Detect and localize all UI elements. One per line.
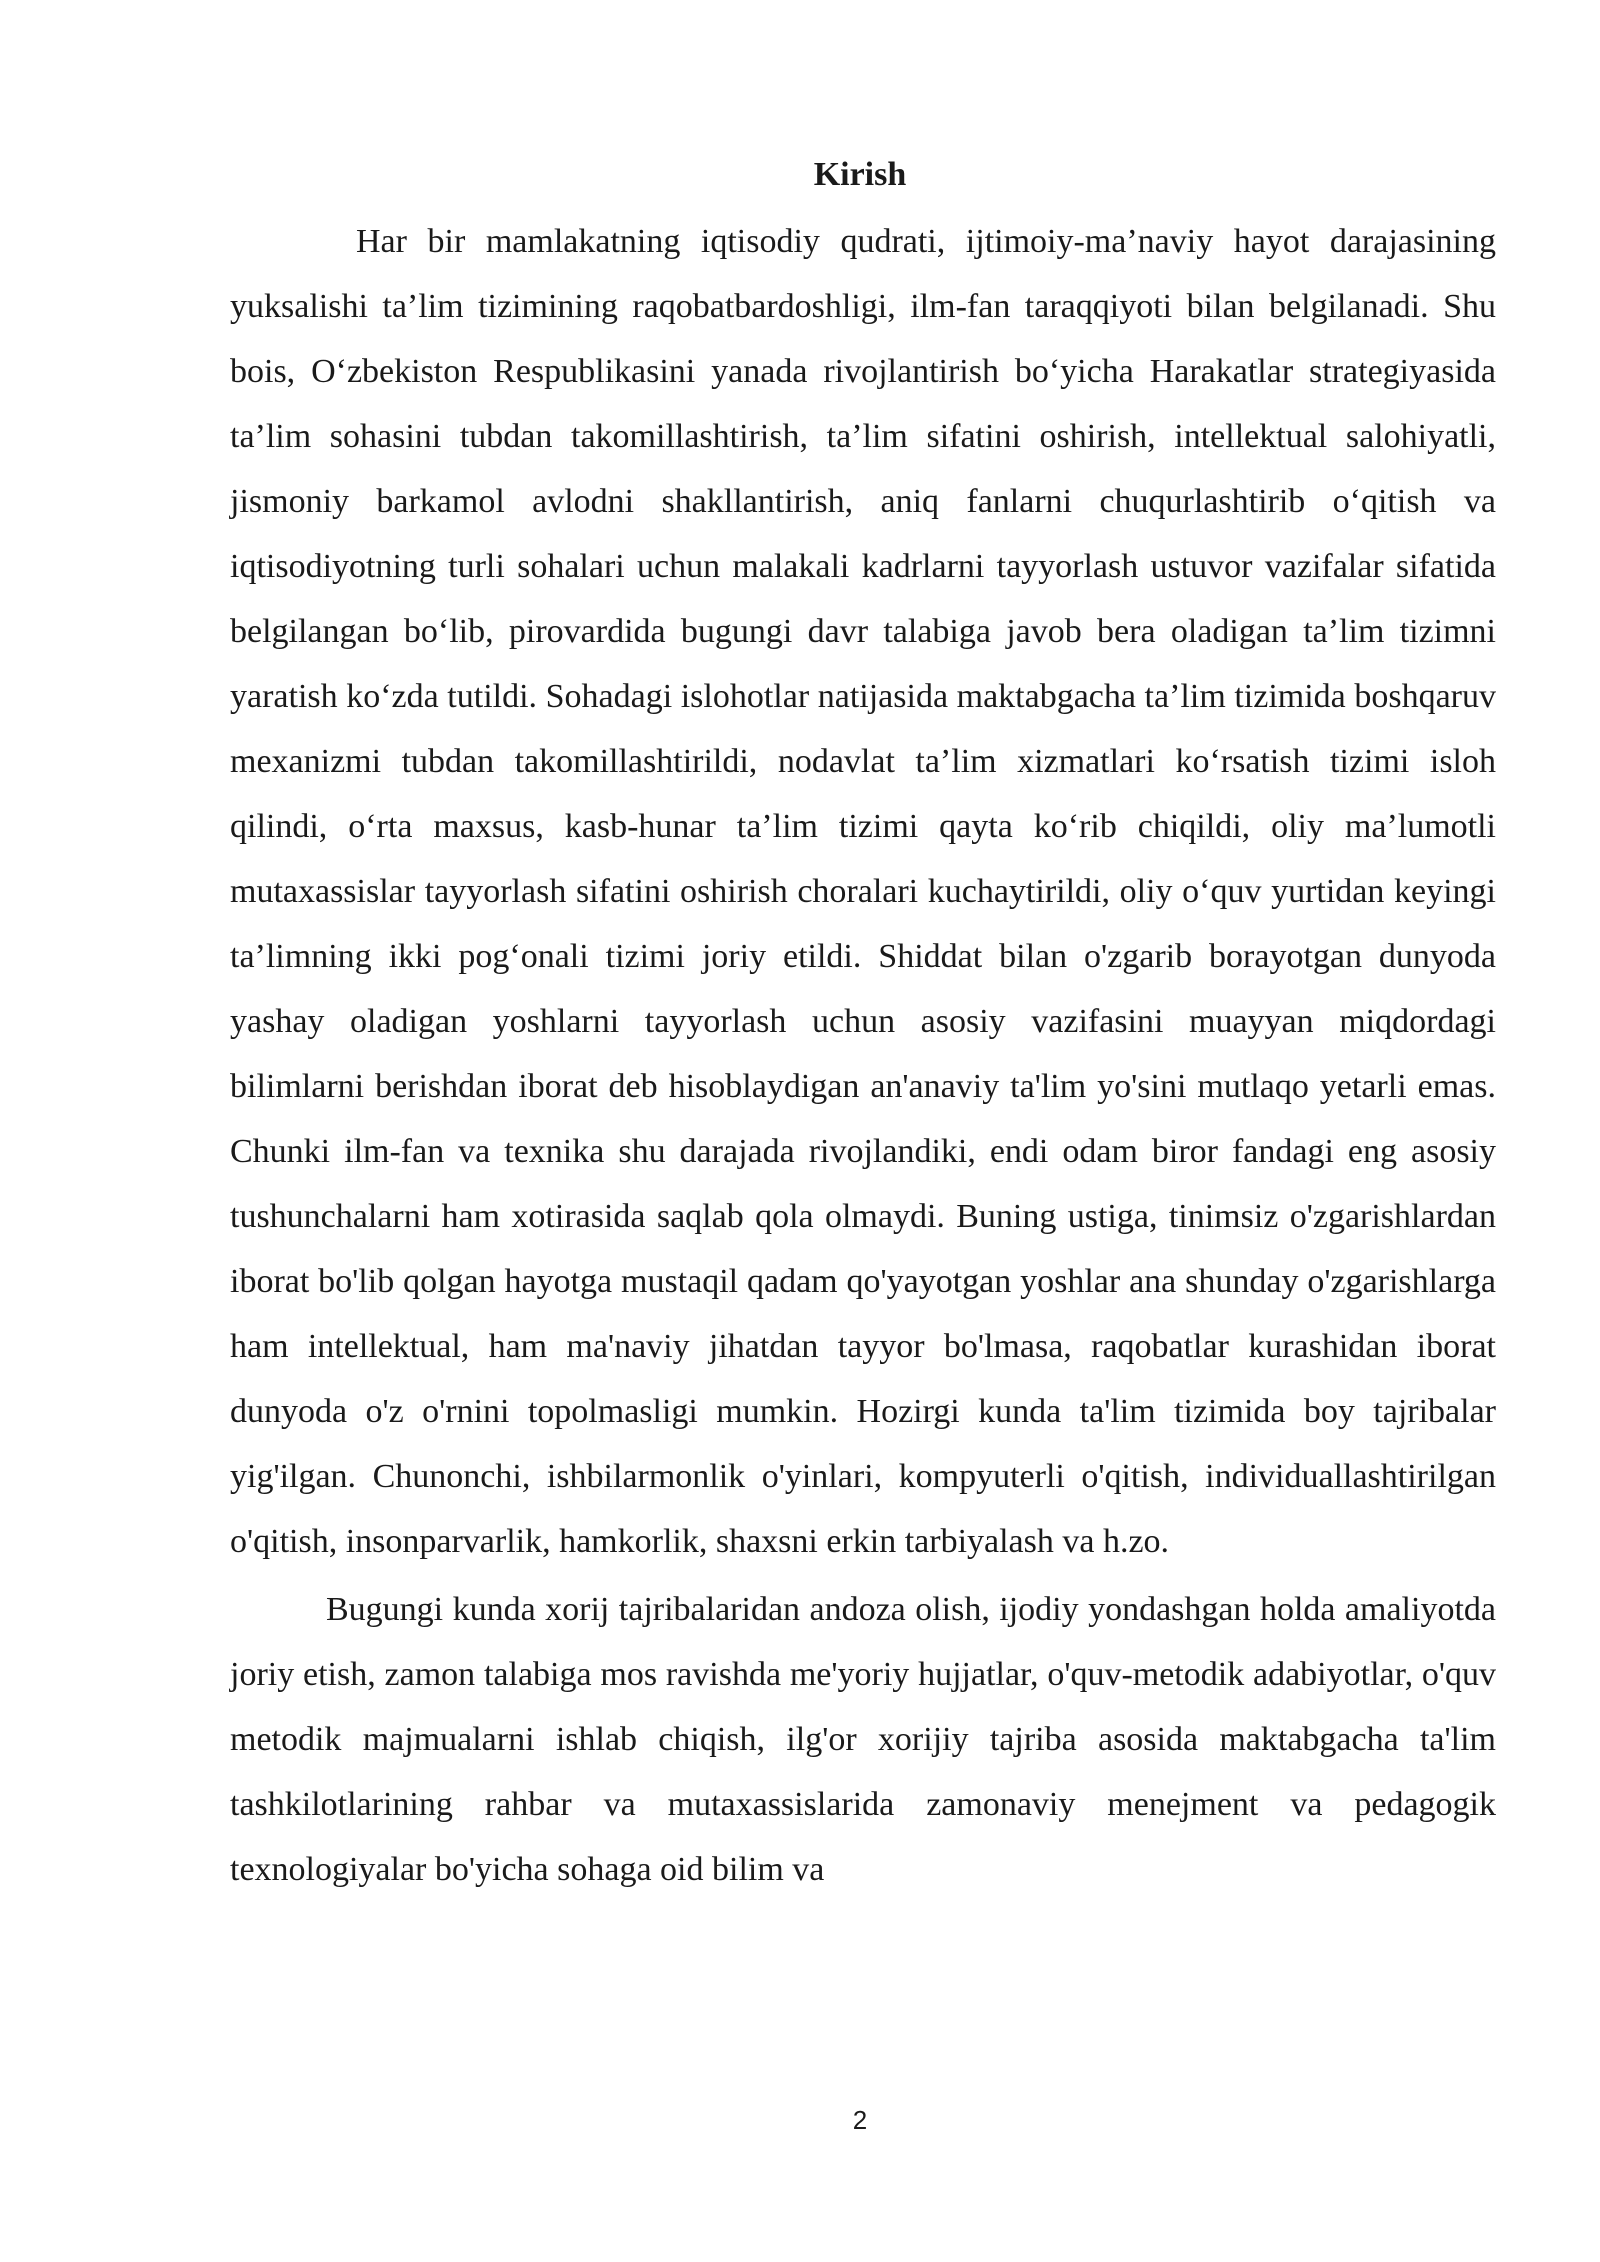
section-heading: Kirish (813, 156, 907, 193)
paragraph-2: Bugungi kunda xorij tajribalaridan andoza olish, ijodiy yondashgan holda amaliyotda joriy etish, zamon talabiga mos ravishda me'yoriy hujjatlar, o'quv-metodik adabiyotlar, o'quv metodik majmualarni ishlab chiqish, ilg'or xorijiy tajriba asosida maktabgacha ta'lim tashkilotlarining rahbar va mutaxassislarida zamonaviy menejment va pedagogik texnologiyalar bo'yicha sohaga oid bilim va (230, 1591, 1496, 1888)
body-text (230, 209, 1496, 1902)
paragraph-1: Har bir mamlakatning iqtisodiy qudrati, ijtimoiy-ma’naviy hayot darajasining yuksalishi ta’lim tizimining raqobatbardoshligi, ilm-fan taraqqiyoti bilan belgilanadi. Shu bois, O‘zbekiston Respublikasini yanada rivojlantirish bo‘yicha Harakatlar strategiyasida ta’lim sohasini tubdan takomillashtirish, ta’lim sifatini oshirish, intellektual salohiyatli, jismoniy barkamol avlodni shakllantirish, aniq fanlarni chuqurlashtirib o‘qitish va iqtisodiyotning turli sohalari uchun malakali kadrlarni tayyorlash ustuvor vazifalar sifatida belgilangan bo‘lib, pirovardida bugungi davr talabiga javob bera oladigan ta’lim tizimni yaratish ko‘zda tutildi. Sohadagi islohotlar natijasida maktabgacha ta’lim tizimida boshqaruv mexanizmi tubdan takomillashtirildi, nodavlat ta’lim xizmatlari ko‘rsatish tizimi isloh qilindi, o‘rta maxsus, kasb-hunar ta’lim tizimi qayta ko‘rib chiqildi, oliy ma’lumotli mutaxassislar tayyorlash sifatini oshirish choralari kuchaytirildi, oliy o‘quv yurtidan keyingi ta’limning ikki pog‘onali tizimi joriy etildi. Shiddat bilan o'zgarib borayotgan dunyoda yashay oladigan yoshlarni tayyorlash uchun asosiy vazifasini muayyan miqdordagi bilimlarni berishdan iborat deb hisoblaydigan an'anaviy ta'lim yo'sini mutlaqo yetarli emas. Chunki ilm-fan va texnika shu darajada rivojlandiki, endi odam biror fandagi eng asosiy tushunchalarni ham xotirasida saqlab qola olmaydi. Buning ustiga, tinimsiz o'zgarishlardan iborat bo'lib qolgan hayotga mustaqil qadam qo'yayotgan yoshlar ana shunday o'zgarishlarga ham intellektual, ham ma'naviy jihatdan tayyor bo'lmasa, raqobatlar kurashidan iborat dunyoda o'z o'rnini topolmasligi mumkin. Hozirgi kunda ta'lim tizimida boy tajribalar yig'ilgan. Chunonchi, ishbilarmonlik o'yinlari, kompyuterli o'qitish, individuallashtirilgan o'qitish, insonparvarlik, hamkorlik, shaxsni erkin tarbiyalash va h.zo. (230, 223, 1496, 1560)
page-number: 2 (852, 2105, 868, 2135)
